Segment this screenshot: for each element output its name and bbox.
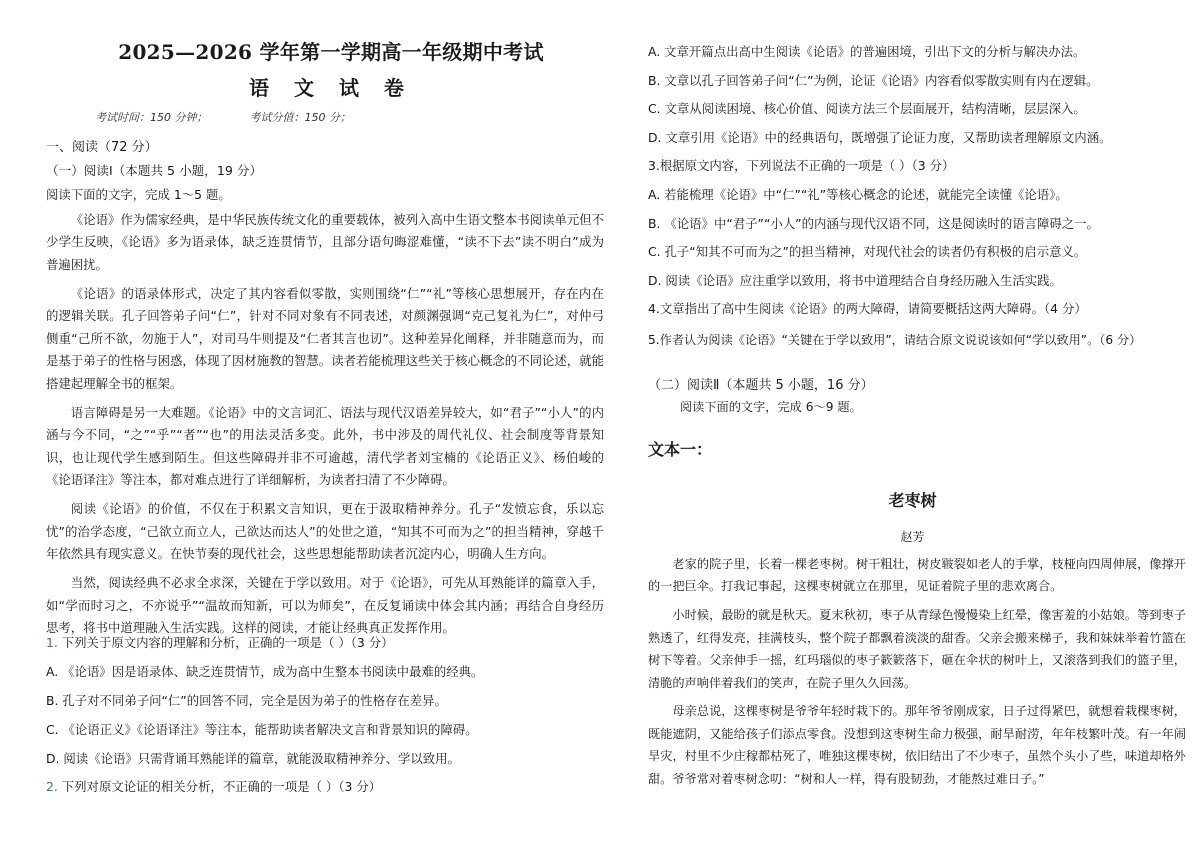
story-passage (648, 553, 1186, 797)
question-1-number: 1. (46, 635, 58, 650)
reading1-heading: （一）阅读Ⅰ（本题共 5 小题，19 分） (46, 163, 263, 178)
passage-paragraph: 《论语》作为儒家经典，是中华民族传统文化的重要载体，被列入高中生语文整本书阅读单元但不少学生反映，《论语》多为语录体，缺乏连贯情节，且部分语句晦涩难懂，“读不下去”读不明白”成为普遍困扰。 (46, 212, 604, 272)
reading2-instruction: 阅读下面的文字，完成 6～9 题。 (680, 400, 862, 414)
text-one-label: 文本一： (648, 440, 713, 459)
question-2-text: 下列对原文论证的相关分析，不正确的一项是（ ）（3 分） (61, 779, 382, 794)
question-1-stem (46, 633, 394, 651)
reading2-heading: （二）阅读Ⅱ（本题共 5 小题，16 分） (648, 378, 874, 393)
question-1-option-b: B. 孔子对不同弟子问“仁”的回答不同，完全是因为弟子的性格存在差异。 (46, 693, 447, 708)
story-paragraph: 小时候，最盼的就是秋天。夏末秋初，枣子从青绿色慢慢染上红晕，像害羞的小姑娘。等到枣子熟透了，红得发亮，挂满枝头，整个院子都飘着淡淡的甜香。父亲会搬来梯子，我和妹妹举着竹篮在树下等着。父亲伸手一摇，红玛瑙似的枣子簌簌落下，砸在伞状的树叶上，又滚落到我们的篮子里，清脆的声响伴着我们的笑声，在院子里久久回荡。 (648, 608, 1186, 690)
question-3-stem: 3.根据原文内容，下列说法不正确的一项是（ ）（3 分） (648, 158, 955, 173)
exam-info (95, 109, 351, 125)
question-3-option-a: A. 若能梳理《论语》中“仁”“礼”等核心概念的论述，就能完全读懂《论语》。 (648, 187, 1068, 202)
story-author: 赵芳 (900, 530, 925, 544)
passage-paragraph: 当然，阅读经典不必求全求深，关键在于学以致用。对于《论语》，可先从耳熟能详的篇章入手，如“学而时习之，不亦说乎”“温故而知新，可以为师矣”，在反复诵读中体会其内涵；再结合自身经历思考，将书中道理融入生活实践。这样的阅读，才能让经典真正发挥作用。 (46, 575, 604, 636)
question-1-option-c: C. 《论语正义》《论语译注》等注本，能帮助读者解决文言和背景知识的障碍。 (46, 722, 478, 737)
exam-title: 2025—2026 学年第一学期高一年级期中考试 (118, 40, 544, 64)
story-title: 老枣树 (888, 491, 937, 510)
question-4: 4.文章指出了高中生阅读《论语》的两大障碍，请简要概括这两大障碍。（4 分） (648, 301, 1087, 316)
question-1-option-d: D. 阅读《论语》只需背诵耳熟能详的篇章，就能汲取精神养分、学以致用。 (46, 751, 460, 766)
question-2-option-b: B. 文章以孔子回答弟子问“仁”为例，论证《论语》内容看似零散实则有内在逻辑。 (648, 73, 1099, 88)
question-3-option-d: D. 阅读《论语》应注重学以致用，将书中道理结合自身经历融入生活实践。 (648, 273, 1062, 288)
passage-paragraph: 语言障碍是另一大难题。《论语》中的文言词汇、语法与现代汉语差异较大，如“君子”“小人”的内涵与今不同，“之”“乎”“者”“也”的用法灵活多变。此外，书中涉及的周代礼仪、社会制度等背景知识，也让现代学生感到陌生。但这些障碍并非不可逾越，清代学者刘宝楠的《论语正义》、杨伯峻的《论语译注》等注本，都对难点进行了详细解析，为读者扫清了不少障碍。 (46, 404, 604, 488)
question-2-stem (46, 777, 381, 795)
question-2-option-d: D. 文章引用《论语》中的经典语句，既增强了论证力度，又帮助读者理解原文内涵。 (648, 130, 1112, 145)
question-3-option-c: C. 孔子“知其不可而为之”的担当精神，对现代社会的读者仍有积极的启示意义。 (648, 244, 1087, 259)
exam-subtitle: 语 文 试 卷 (249, 76, 413, 100)
reading1-instruction: 阅读下面的文字，完成 1～5 题。 (46, 187, 231, 202)
question-3-option-b: B. 《论语》中“君子”“小人”的内涵与现代汉语不同，这是阅读时的语言障碍之一。 (648, 216, 1099, 231)
question-1-option-a: A. 《论语》因是语录体、缺乏连贯情节，成为高中生整本书阅读中最难的经典。 (46, 664, 484, 679)
story-paragraph: 老家的院子里，长着一棵老枣树。树干粗壮，树皮皲裂如老人的手掌，枝桠向四周伸展，像撑开的一把巨伞。打我记事起，这棵枣树就立在那里，见证着院子里的悲欢离合。 (648, 557, 1186, 594)
exam-score: 考试分值：150 分； (249, 111, 351, 124)
story-paragraph: 母亲总说，这棵枣树是爷爷年轻时栽下的。那年爷爷刚成家，日子过得紧巴，就想着栽棵枣树，既能遮阴，又能给孩子们添点零食。没想到这枣树生命力极强，耐旱耐涝，年年枝繁叶茂。有一年闹旱灾，村里不少庄稼都枯死了，唯独这棵枣树，依旧结出了不少枣子，虽然个头小了些，味道却格外甜。爷爷常对着枣树念叨：“树和人一样，得有股韧劲，才能熬过难日子。” (648, 704, 1186, 786)
question-2-number: 2. (46, 779, 58, 794)
section-heading-reading: 一、阅读（72 分） (46, 140, 158, 155)
passage-paragraph: 《论语》的语录体形式，决定了其内容看似零散，实则围绕“仁”“礼”等核心思想展开，存在内在的逻辑关联。孔子回答弟子问“仁”，针对不同对象有不同表述，对颜渊强调“克己复礼为仁”，对仲弓侧重“己所不欲，勿施于人”，对司马牛则提及“仁者其言也讱”。这种差异化阐释，并非随意而为，而是基于弟子的性格与困惑，体现了因材施教的智慧。读者若能梳理这些关于核心概念的不同论述，就能搭建起理解全书的框架。 (46, 286, 604, 391)
question-1-text: 下列关于原文内容的理解和分析，正确的一项是（ ）（3 分） (61, 635, 394, 650)
question-2-option-c: C. 文章从阅读困境、核心价值、阅读方法三个层面展开，结构清晰，层层深入。 (648, 101, 1086, 116)
exam-time: 考试时间：150 分钟； (95, 111, 208, 124)
reading1-passage (46, 209, 604, 646)
passage-paragraph: 阅读《论语》的价值，不仅在于积累文言知识，更在于汲取精神养分。孔子“发愤忘食，乐以忘忧”的治学态度，“己欲立而立人，己欲达而达人”的处世之道，“知其不可而为之”的担当精神，穿越千年依然具有现实意义。在快节奏的现代社会，这些思想能帮助读者沉淀内心，明确人生方向。 (46, 501, 604, 562)
question-5: 5.作者认为阅读《论语》“关键在于学以致用”，请结合原文说说该如何“学以致用”。（6 分） (648, 333, 1142, 347)
question-2-option-a: A. 文章开篇点出高中生阅读《论语》的普遍困境，引出下文的分析与解决办法。 (648, 44, 1086, 59)
